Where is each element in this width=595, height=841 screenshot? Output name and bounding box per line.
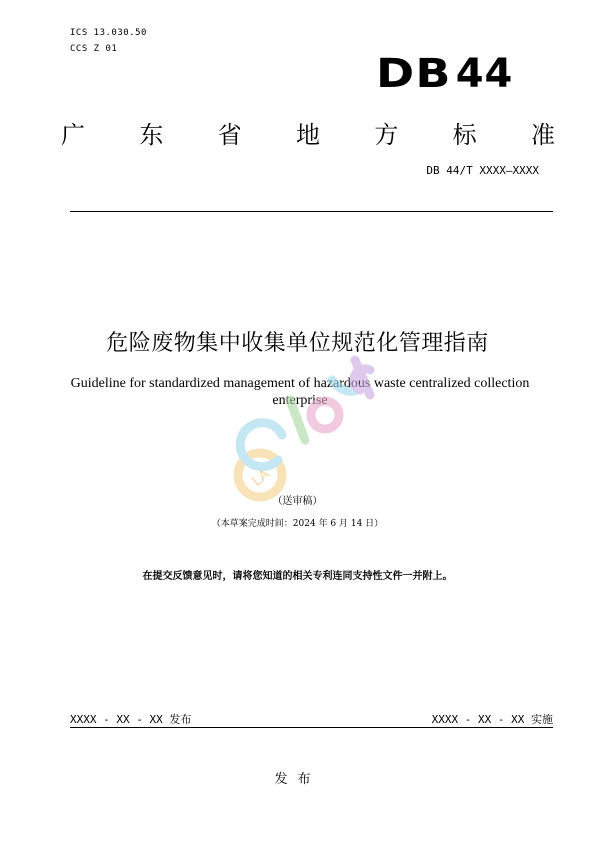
draft-label: （送审稿） bbox=[272, 496, 323, 507]
watermark-o-shape bbox=[311, 401, 339, 429]
publish-date: XXXX - XX - XX 发布 bbox=[70, 713, 192, 726]
standard-type-char: 准 bbox=[530, 121, 555, 149]
document-title-zh: 危险废物集中收集单位规范化管理指南 bbox=[106, 331, 489, 356]
ics-code: ICS 13.030.50 bbox=[70, 28, 147, 38]
standard-number: DB 44/T XXXX—XXXX bbox=[426, 164, 539, 177]
standard-type-char: 地 bbox=[295, 121, 320, 149]
watermark-la-text: LA bbox=[249, 466, 273, 490]
lacloud-watermark bbox=[220, 340, 380, 510]
issuer-label: 发布 bbox=[274, 772, 321, 787]
header-divider bbox=[70, 211, 553, 212]
db-logo-letters: DB bbox=[376, 51, 452, 97]
standard-type-char: 东 bbox=[139, 121, 164, 149]
standard-type-char: 方 bbox=[374, 121, 399, 149]
footer-divider bbox=[70, 727, 553, 728]
watermark-c-shape bbox=[240, 423, 282, 467]
watermark-d-shape bbox=[354, 360, 370, 395]
ccs-code: CCS Z 01 bbox=[70, 44, 118, 54]
watermark-l-stroke bbox=[290, 400, 305, 440]
patent-notice: 在提交反馈意见时，请将您知道的相关专利连同支持性文件一并附上。 bbox=[142, 571, 453, 582]
standard-type-char: 广 bbox=[61, 121, 85, 149]
standard-type-char: 标 bbox=[452, 121, 477, 149]
draft-completion-date: （本草案完成时间：2024 年 6 月 14 日） bbox=[211, 519, 384, 529]
db44-logo bbox=[376, 51, 514, 97]
standard-type-heading bbox=[58, 115, 558, 150]
db-logo-number: 44 bbox=[455, 51, 514, 97]
document-title-en: Guideline for standardized management of hazardous waste centralized collection enterprise bbox=[70, 376, 530, 408]
standard-type-char: 省 bbox=[217, 121, 242, 149]
implement-date: XXXX - XX - XX 实施 bbox=[431, 713, 553, 726]
